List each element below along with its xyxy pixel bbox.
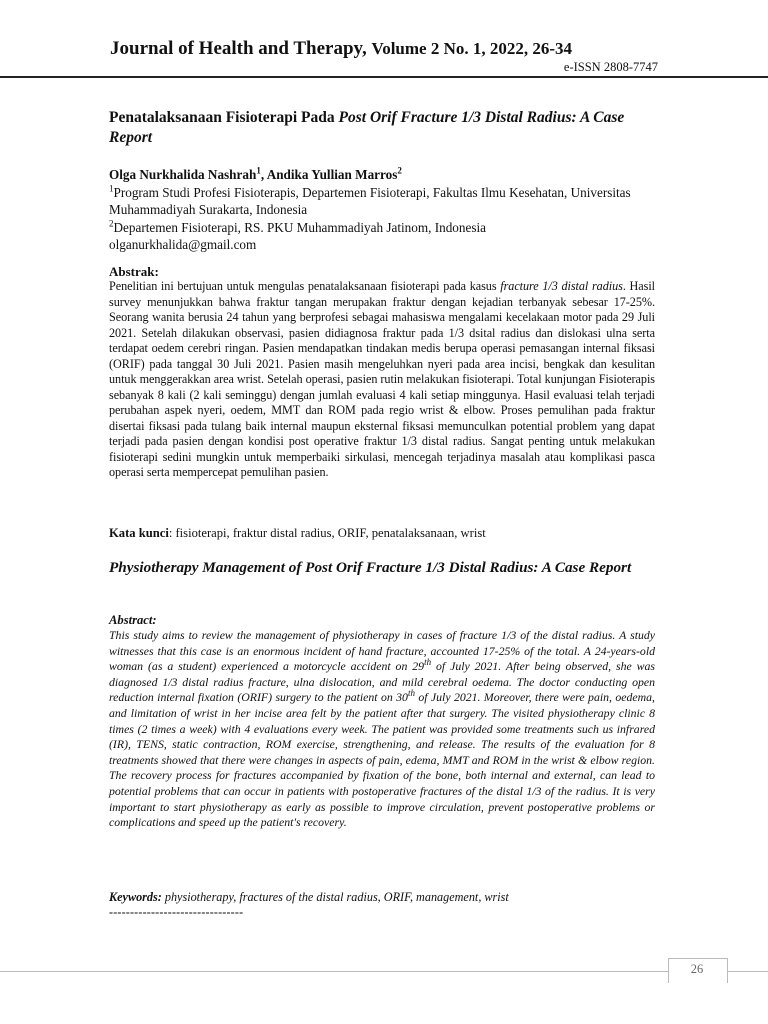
author-separator: , — [260, 167, 267, 182]
aff1-text: Program Studi Profesi Fisioterapis, Departemen Fisioterapi, Fakultas Ilmu Kesehatan, Universitas Muhammadiyah Surakarta, Indonesia — [109, 184, 631, 217]
title-id-part2: Post Orif Fracture 1/3 Distal Radius: A Case Report — [109, 109, 625, 146]
separator-dashes: -------------------------------- — [109, 905, 244, 919]
keywords — [109, 890, 509, 905]
abstract-text-1: This study aims to review the management of physiotherapy in cases of fracture 1/3 of the distal radius. A study witnesses that this case is an enormous incident of hand fracture, accounted 17-25% of the total. A 24-years-old woman (as a student) experienced a motorcycle accident on 29 — [109, 628, 655, 674]
keywords-label: Keywords: — [109, 890, 162, 904]
abstrak-heading: Abstrak: — [109, 264, 159, 279]
footer-rule — [0, 971, 768, 972]
kata-kunci-label: Kata kunci — [109, 526, 169, 540]
journal-name: Journal of Health and Therapy, — [110, 38, 367, 59]
abstrak-text-2: . Hasil survey menunjukkan bahwa fraktur tangan merupakan fraktur dengan kejadian terbanyak sebesar 17-25%. Seorang wanita berusia 24 tahun yang berprofesi sebagai mahasiswa mengalami kecelakaan motor pada 29 Juli 2021. Setelah dilakukan observasi, pasien didiagnosa fraktur pada 1/3 dsital radius dan dislokasi ulna serta terdapat oedem cerebri ringan. Pasien mendapatkan tindakan medis berupa operasi pemasangan internal fiksasi (ORIF) pada tanggal 30 Juli 2021. Pasien masih mengeluhkan nyeri pada area incisi, bengkak dan kesulitan untuk menggerakkan area wrist. Setelah operasi, pasien rutin melakukan fisioterapi. Total kunjungan Fisioterapis sebanyak 8 kali (2 kali seminggu) dengan jumlah evaluasi 4 kali setiap minggunya. Hasil evaluasi telah terjadi perubahan aspek nyeri, oedem, MMT dan ROM pada regio wrist & elbow. Proses pemulihan pada fraktur disertai fiksasi pada tulang baik internal maupun eksternal fiksasi memunculkan potential problem yang dapat terjadi pada pasien dengan kondisi post operative fraktur 1/3 distal radius. Sangat penting untuk melakukan fisioterapi sedini mungkin untuk memperbaiki sirkulasi, mencegah terjadinya masalah atau komplikasi pasca operasi serta mempercepat pemulihan pasien. — [109, 279, 655, 479]
author-1-sup: 1 — [256, 165, 261, 176]
abstrak-text-italic: fracture 1/3 distal radius — [500, 279, 623, 293]
abstrak-text-1: Penelitian ini bertujuan untuk mengulas penatalaksanaan fisioterapi pada kasus — [109, 279, 501, 293]
aff1-sup: 1 — [109, 183, 114, 194]
journal-volume: Volume 2 No. 1, 2022, 26-34 — [371, 39, 573, 58]
abstract-text-3: of July 2021. Moreover, there were pain, oedema, and limitation of wrist in her incise area felt by the patient after that surgery. The visited physiotherapy clinic 8 times (2 times a week) with 4 evaluations every week. The patient was provided some treatments such us infrared (IR), TENS, static contraction, ROM exercise, strengthening, and release. The results of the evaluation for 8 treatments showed that there were changes in aspects of pain, edema, MMT and ROM in the wrist & elbow region. The recovery process for fractures accompanied by fixation of the bone, both internal and external, can lead to potential problems that can occur in patients with postoperative fractures of the distal 1/3 of the radius. It is very important to start physiotherapy as early as possible to improve circulation, prevent postoperative problems or complications and speed up the patient's recovery. — [109, 690, 655, 830]
page-number: 26 — [690, 962, 704, 976]
issn: e-ISSN 2808-7747 — [563, 60, 658, 74]
author-email: olganurkhalida@gmail.com — [109, 237, 257, 252]
header-rule — [0, 76, 768, 78]
aff2-sup: 2 — [109, 218, 114, 229]
abstract-text — [109, 628, 655, 831]
author-2-sup: 2 — [397, 165, 402, 176]
affiliation-2 — [109, 219, 661, 237]
title-english: Physiotherapy Management of Post Orif Fracture 1/3 Distal Radius: A Case Report — [109, 559, 632, 576]
affiliation-1 — [109, 184, 661, 219]
title-indonesian — [109, 108, 661, 148]
abstract-sup-2: th — [407, 688, 415, 699]
abstract-heading: Abstract: — [109, 613, 157, 627]
author-block — [109, 166, 661, 254]
abstrak-text — [109, 279, 655, 481]
abstract-sup-1: th — [424, 657, 432, 668]
kata-kunci — [109, 526, 486, 541]
journal-header — [110, 36, 670, 62]
aff2-text: Departemen Fisioterapi, RS. PKU Muhammadiyah Jatinom, Indonesia — [113, 219, 486, 235]
author-2: Andika Yullian Marros — [266, 167, 398, 182]
author-1: Olga Nurkhalida Nashrah — [109, 167, 257, 182]
keywords-text: physiotherapy, fractures of the distal radius, ORIF, management, wrist — [161, 890, 509, 904]
author-names — [109, 166, 661, 184]
title-id-part1: Penatalaksanaan Fisioterapi Pada — [109, 109, 339, 126]
abstract-text-2: of July 2021. After being observed, she was diagnosed 1/3 distal radius fracture, ulna dislocation, and mild cerebral oedema. The doctor conducting open reduction internal fixation (ORIF) surgery to the patient on 30 — [109, 659, 655, 705]
kata-kunci-text: : fisioterapi, fraktur distal radius, ORIF, penatalaksanaan, wrist — [168, 526, 486, 540]
